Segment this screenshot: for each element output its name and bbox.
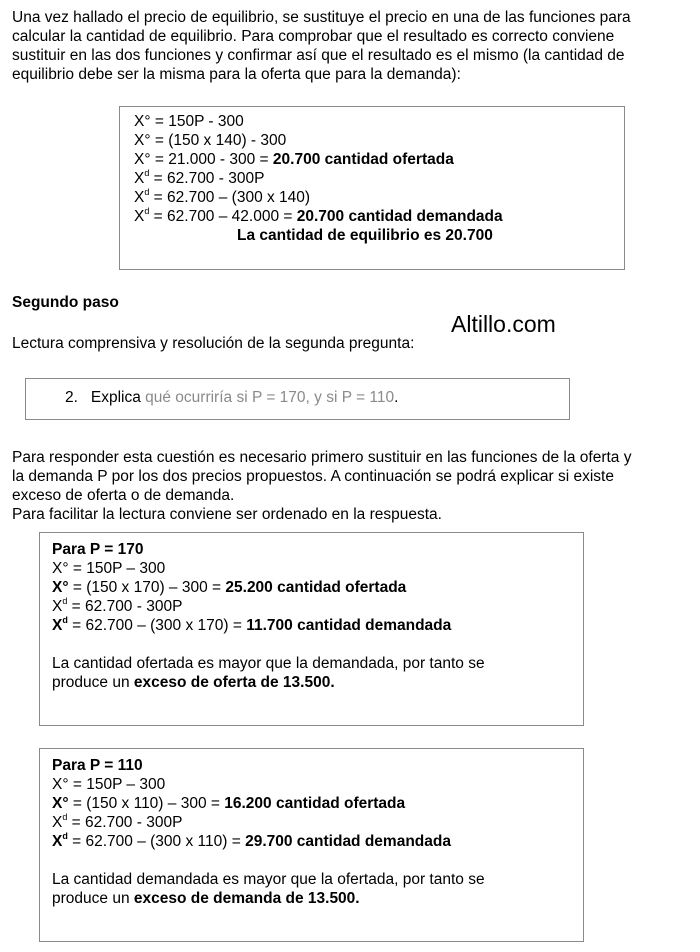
supply-result: X° = (150 x 170) – 300 = 25.200 cantidad ofertada — [52, 579, 407, 596]
case-p110-box — [39, 748, 584, 942]
case-title: Para P = 110 — [52, 757, 143, 774]
demand-substitution: $X^d = 62.700 - (300$ x 140) — [134, 186, 311, 206]
question-text: 2. Explica qué ocurriría si P = 170, y si P = 110. — [65, 389, 399, 406]
equilibrium-conclusion: La cantidad de equilibrio es 20.700 — [237, 227, 493, 244]
intro-paragraph — [12, 8, 692, 84]
supply-function: X° = 150P - 300 — [134, 113, 244, 130]
case-p170-box — [39, 532, 584, 726]
demand-function: $X^d = 62.700 - 300P$ — [52, 811, 183, 831]
intro-line: equilibrio debe ser la misma para la oferta que para la demanda): — [12, 66, 461, 83]
case-conclusion: La cantidad demandada es mayor que la ofertada, por tanto se — [52, 871, 485, 888]
equilibrium-calculation-box — [119, 106, 625, 270]
case-title: Para P = 170 — [52, 541, 144, 558]
answer-line: Para facilitar la lectura conviene ser ordenado en la respuesta. — [12, 506, 442, 523]
supply-function: X° = 150P – 300 — [52, 560, 166, 577]
question-verb: Explica — [90, 389, 141, 406]
supply-substitution: X° = (150 x 140) - 300 — [134, 132, 287, 149]
case-conclusion: La cantidad ofertada es mayor que la demandada, por tanto se — [52, 655, 485, 672]
case-conclusion: produce un exceso de oferta de 13.500. — [52, 674, 335, 691]
supply-function: X° = 150P – 300 — [52, 776, 166, 793]
question-body: qué ocurriría si P = 170, y si P = 110 — [140, 389, 395, 406]
equation-list — [134, 112, 503, 226]
altillo-watermark: Altillo.com — [451, 311, 556, 337]
question-number: 2. — [65, 389, 78, 406]
demand-function: $X^d = 62.700 - 300P$ — [52, 595, 183, 615]
case-content — [52, 540, 485, 692]
supply-result: X° = (150 x 110) – 300 = 16.200 cantidad ofertada — [52, 795, 406, 812]
answer-intro — [12, 448, 692, 524]
supply-result: X° = 21.000 - 300 = 20.700 cantidad ofertada — [134, 151, 454, 168]
supply-quantity: 20.700 cantidad ofertada — [272, 151, 454, 168]
intro-line: calcular la cantidad de equilibrio. Para comprobar que el resultado es correcto conviene — [12, 28, 615, 45]
step2-text: Lectura comprensiva y resolución de la segunda pregunta: — [12, 335, 415, 352]
case-content — [52, 756, 485, 908]
intro-line: Una vez hallado el precio de equilibrio, se sustituye el precio en una de las funciones para — [12, 9, 631, 26]
demand-result: $X^d = 62.700 - (300$ x 110) = 29.700 cantidad demandada — [52, 830, 451, 850]
case-conclusion: produce un exceso de demanda de 13.500. — [52, 890, 360, 907]
demand-result: $X^d = 62.700 - 42.000 = 20.700$ cantidad demandada — [134, 205, 503, 225]
question-box — [25, 378, 570, 420]
answer-line: exceso de oferta o de demanda. — [12, 487, 235, 504]
answer-line: la demanda P por los dos precios propuestos. A continuación se podrá explicar si existe — [12, 468, 614, 485]
demand-function: $X^d = 62.700 - 300P$ — [134, 167, 265, 187]
demand-quantity: 20.700 cantidad demandada — [296, 208, 503, 225]
answer-line: Para responder esta cuestión es necesario primero sustituir en las funciones de la oferta y — [12, 449, 632, 466]
intro-line: sustituir en las dos funciones y confirmar así que el resultado es el mismo (la cantidad de — [12, 47, 625, 64]
section-heading: Segundo paso — [12, 294, 119, 311]
demand-result: $X^d = 62.700 - (300$ x 170) = 11.700 cantidad demandada — [52, 614, 452, 634]
